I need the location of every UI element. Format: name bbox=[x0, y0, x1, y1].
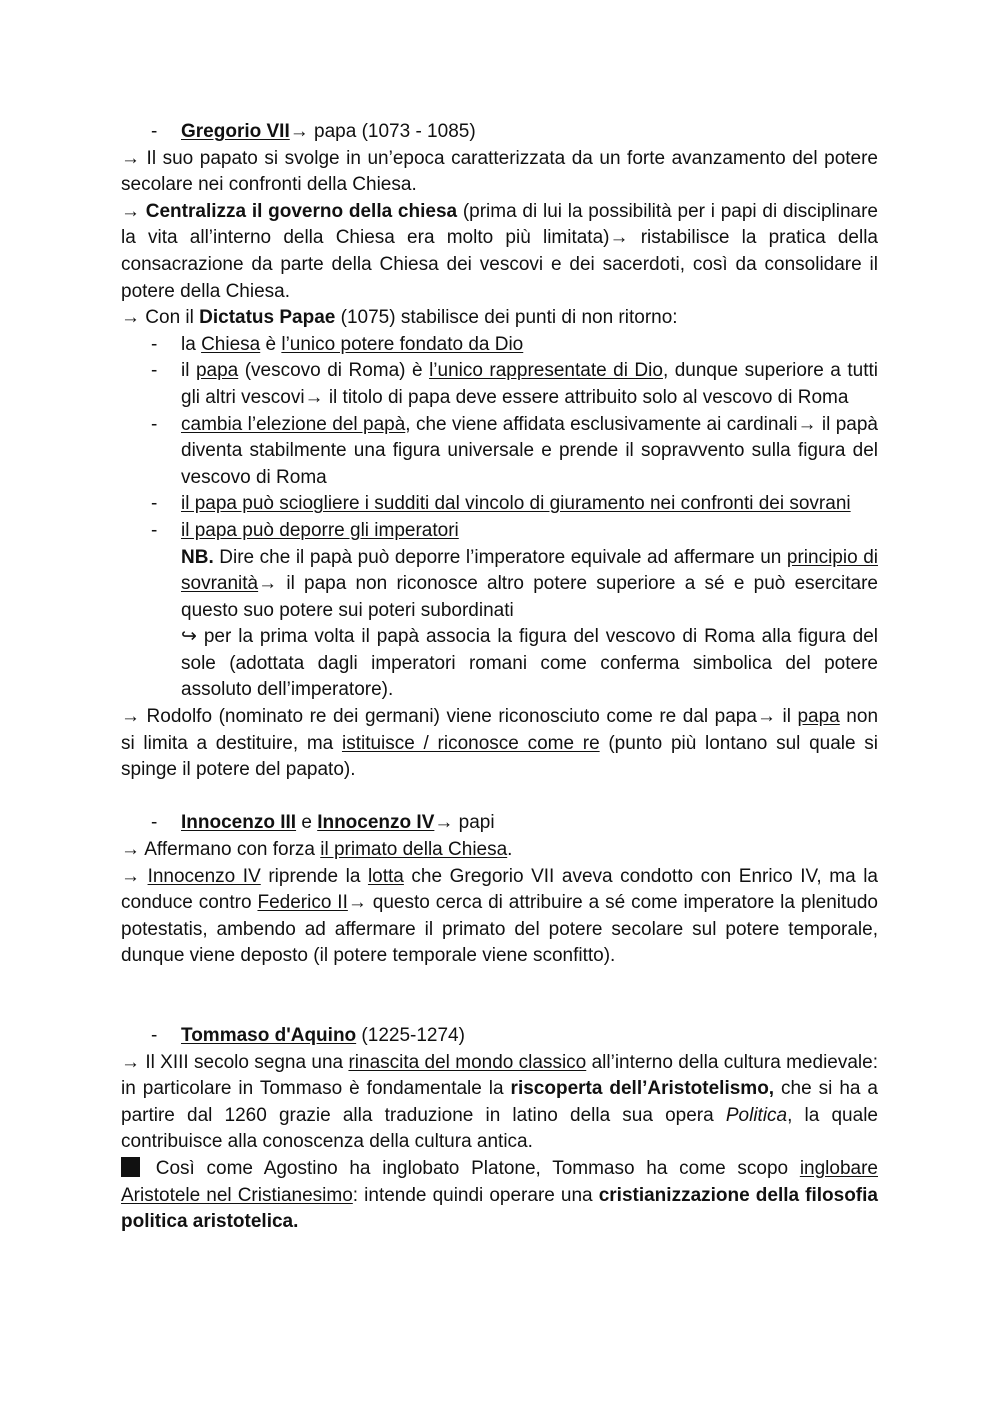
paragraph: → Rodolfo (nominato re dei germani) viene riconosciuto come re dal papa→ il papa non si limita a destituire, ma istituisce / riconosce come re (punto più lontano sul quale si spinge il potere del papato). bbox=[121, 706, 879, 781]
list-item: - la Chiesa è l’unico potere fondato da Dio bbox=[151, 333, 524, 355]
list-item: - cambia l’elezione del papà, che viene affidata esclusivamente ai cardinali→ il papà diventa stabilmente una figura universale e prende il sopravvento sulla figura del vescovo di Roma bbox=[151, 413, 878, 488]
spacer bbox=[121, 784, 878, 811]
paragraph: → Centralizza il governo della chiesa (prima di lui la possibilità per i papi di disciplinare la vita all’interno della Chiesa era molto più limitata)→ ristabilisce la pratica della consacrazione da parte della Chiesa dei vescovi e dei sacerdoti, così da consolidare il potere della Chiesa. bbox=[121, 200, 878, 302]
paragraph: → Innocenzo IV riprende la lotta che Gregorio VII aveva condotto con Enrico IV, ma la conduce contro Federico II→ questo cerca di attribuire a sé come imperatore la plenitudo potestatis, ambendo ad affermare il primato del potere secolare sul potere temporale, dunque viene deposto (il potere temporale viene sconfitto). bbox=[121, 865, 879, 967]
list-item: - il papa può sciogliere i sudditi dal vincolo di giuramento nei confronti dei sovrani bbox=[151, 493, 851, 515]
paragraph: → Il XIII secolo segna una rinascita del mondo classico all’interno della cultura medievale: in particolare in Tommaso è fondamentale la riscoperta dell’Aristotelismo, che si ha a partire dal 1260 grazie alla traduzione in latino della sua opera Politica, la quale contribuisce alla conoscenza della cultura antica. bbox=[121, 1051, 879, 1153]
paragraph: → Affermano con forza il primato della Chiesa. bbox=[121, 839, 513, 861]
spacer bbox=[121, 970, 878, 1023]
paragraph: Così come Agostino ha inglobato Platone, Tommaso ha come scopo inglobare Aristotele nel Cristianesimo: intende quindi operare una cristianizzazione della filosofia politica aristotelica. bbox=[121, 1157, 878, 1233]
heading-name: Gregorio VII bbox=[181, 121, 290, 142]
black-square-icon bbox=[121, 1157, 140, 1177]
list-item: - il papa può deporre gli imperatori bbox=[151, 519, 459, 541]
paragraph: → Con il Dictatus Papae (1075) stabilisce dei punti di non ritorno: bbox=[121, 307, 678, 329]
section-heading-innocenzo: - Innocenzo III e Innocenzo IV→ papi bbox=[151, 812, 495, 834]
document-page bbox=[121, 119, 878, 1236]
section-heading-gregorio: - Gregorio VII→ papa (1073 - 1085) bbox=[121, 119, 878, 146]
list-item: - il papa (vescovo di Roma) è l’unico rappresentate di Dio, dunque superiore a tutti gli altri vescovi→ il titolo di papa deve essere attribuito solo al vescovo di Roma bbox=[151, 360, 878, 408]
nb-note: NB. Dire che il papà può deporre l’imperatore equivale ad affermare un principio di sovranità→ il papa non riconosce altro potere superiore a sé e può esercitare questo suo potere sui poteri subordinati bbox=[181, 546, 878, 621]
bullet-dash: - bbox=[151, 121, 158, 142]
hook-arrow-note: ↪ per la prima volta il papà associa la figura del vescovo di Roma alla figura del sole (adottata dagli imperatori romani come conferma simbolica del potere assoluto dell’imperatore). bbox=[181, 626, 878, 701]
paragraph: → Il suo papato si svolge in un’epoca caratterizzata da un forte avanzamento del potere secolare nei confronti della Chiesa. bbox=[121, 147, 878, 196]
section-heading-tommaso: - Tommaso d'Aquino (1225-1274) bbox=[151, 1025, 465, 1046]
